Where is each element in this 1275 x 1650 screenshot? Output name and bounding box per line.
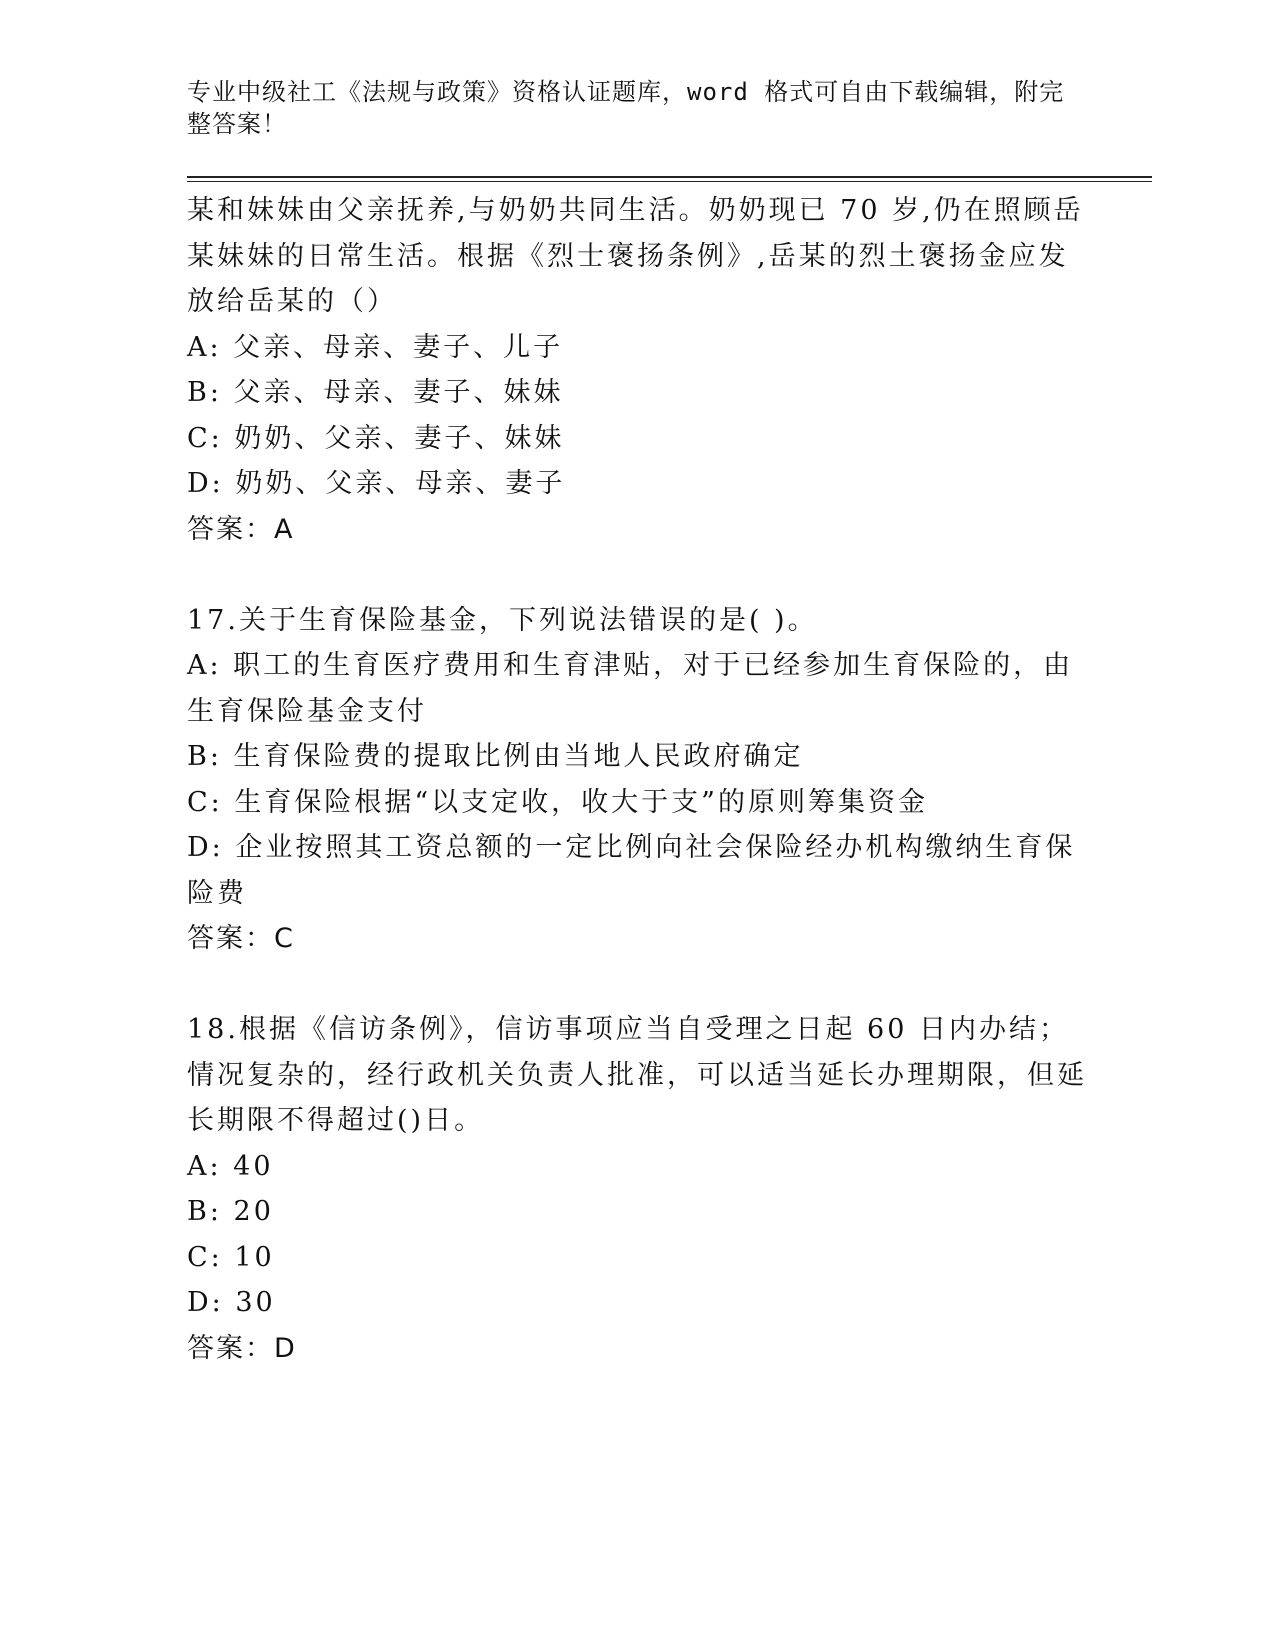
question-16-continued (187, 188, 1087, 552)
spacer (187, 552, 1087, 598)
option-c: C: 生育保险根据“以支定收，收大于支”的原则筹集资金 (187, 786, 928, 818)
option-b: B: 生育保险费的提取比例由当地人民政府确定 (187, 741, 804, 772)
option-a: A: 40 (187, 1150, 274, 1182)
option-c: C: 奶奶、父亲、妻子、妹妹 (187, 422, 565, 454)
option-b: B: 父亲、母亲、妻子、妹妹 (187, 377, 564, 408)
document-body (187, 188, 1087, 1371)
question-stem: 17.关于生育保险基金，下列说法错误的是( )。 (187, 604, 818, 636)
answer-line: 答案：A (187, 513, 295, 545)
header-divider-thin (187, 181, 1152, 182)
question-17 (187, 598, 1087, 962)
option-a: A: 父亲、母亲、妻子、儿子 (187, 331, 564, 363)
question-stem: 18.根据《信访条例》，信访事项应当自受理之日起 60 日内办结；情况复杂的，经行政机关负责人批准，可以适当延长办理期限，但延长期限不得超过()日。 (187, 1014, 1087, 1136)
answer-line: 答案：C (187, 923, 295, 954)
option-a: A: 职工的生育医疗费用和生育津贴，对于已经参加生育保险的，由生育保险基金支付 (187, 650, 1074, 727)
question-stem: 某和妹妹由父亲抚养,与奶奶共同生活。奶奶现已 70 岁,仍在照顾岳某妹妹的日常生活。根据《烈士褒扬条例》,岳某的烈土褒扬金应发放给岳某的（） (187, 195, 1084, 317)
option-c: C: 10 (187, 1241, 275, 1273)
spacer (187, 962, 1087, 1008)
header-note: 专业中级社工《法规与政策》资格认证题库，word 格式可自由下载编辑，附完整答案！ (187, 78, 1065, 138)
header-divider-thick (187, 176, 1152, 178)
option-b: B: 20 (187, 1196, 274, 1227)
option-d: D: 企业按照其工资总额的一定比例向社会保险经办机构缴纳生育保险费 (187, 832, 1076, 909)
option-d: D: 30 (187, 1287, 276, 1318)
answer-line: 答案：D (187, 1332, 297, 1364)
question-18 (187, 1007, 1087, 1371)
option-d: D: 奶奶、父亲、母亲、妻子 (187, 468, 566, 499)
